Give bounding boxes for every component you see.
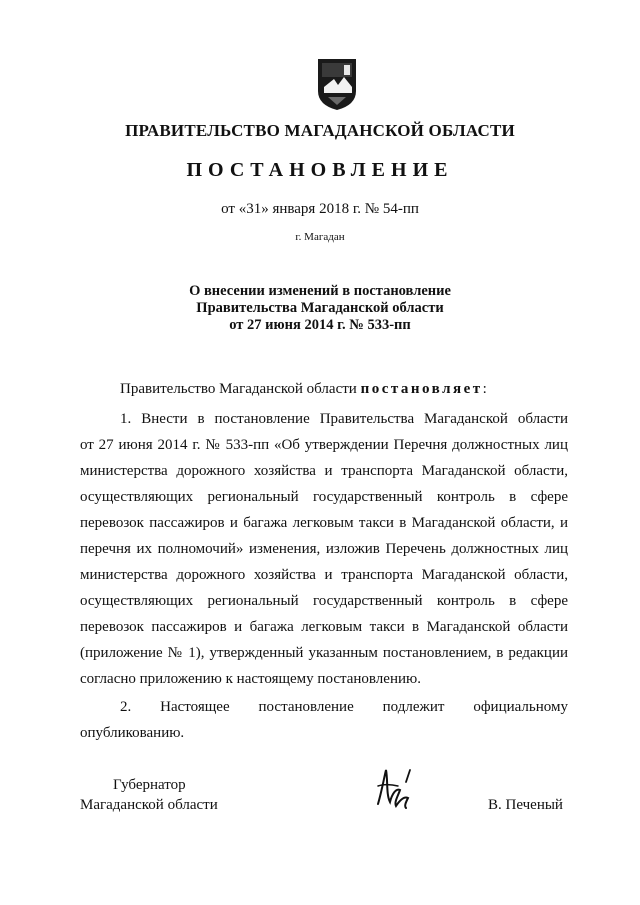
position-line: Магаданской области xyxy=(80,797,218,813)
paragraph-line: 2. Настоящее постановление подлежит официальному xyxy=(120,699,568,715)
paragraph-line: перевозок пассажиров и багажа легковым такси в Магаданской области, и xyxy=(80,515,568,531)
signatory-position xyxy=(80,775,218,815)
paragraph-line: (приложение № 1), утвержденный указанным постановлением, в редакции xyxy=(80,645,568,661)
document-city: г. Магадан xyxy=(295,231,345,243)
paragraph-line: опубликованию. xyxy=(80,725,185,741)
preamble-text: Правительство Магаданской области xyxy=(120,381,361,397)
position-line: Губернатор xyxy=(113,777,186,793)
paragraph-line: перевозок пассажиров и багажа легковым такси в Магаданской области xyxy=(80,619,568,635)
preamble-colon: : xyxy=(482,381,487,397)
subject-line: Правительства Магаданской области xyxy=(196,300,444,316)
document-subject xyxy=(0,283,640,334)
handwritten-signature xyxy=(372,760,418,816)
government-title: ПРАВИТЕЛЬСТВО МАГАДАНСКОЙ ОБЛАСТИ xyxy=(125,121,515,140)
coat-of-arms-emblem xyxy=(314,57,360,111)
paragraph-line: согласно приложению к настоящему постановлению. xyxy=(80,671,421,687)
preamble-keyword: постановляет xyxy=(360,381,483,397)
paragraph-line: осуществляющих региональный государственный контроль в сфере xyxy=(80,489,568,505)
paragraph-line: от 27 июня 2014 г. № 533-пп «Об утверждении Перечня должностных лиц xyxy=(80,437,568,453)
subject-line: от 27 июня 2014 г. № 533-пп xyxy=(229,317,411,333)
subject-line: О внесении изменений в постановление xyxy=(189,283,451,299)
document-type: ПОСТАНОВЛЕНИЕ xyxy=(186,159,454,181)
paragraph-line: министерства дорожного хозяйства и транспорта Магаданской области, xyxy=(80,567,568,583)
preamble xyxy=(120,379,568,399)
paragraph-line: 1. Внести в постановление Правительства Магаданской области xyxy=(120,411,568,427)
document-date-number: от «31» января 2018 г. № 54-пп xyxy=(221,201,419,217)
paragraph-line: осуществляющих региональный государственный контроль в сфере xyxy=(80,593,568,609)
signatory-name: В. Печеный xyxy=(488,797,563,813)
paragraph-line: перечня их полномочий» изменения, изложив Перечень должностных лиц xyxy=(80,541,568,557)
paragraph-line: министерства дорожного хозяйства и транспорта Магаданской области, xyxy=(80,463,568,479)
